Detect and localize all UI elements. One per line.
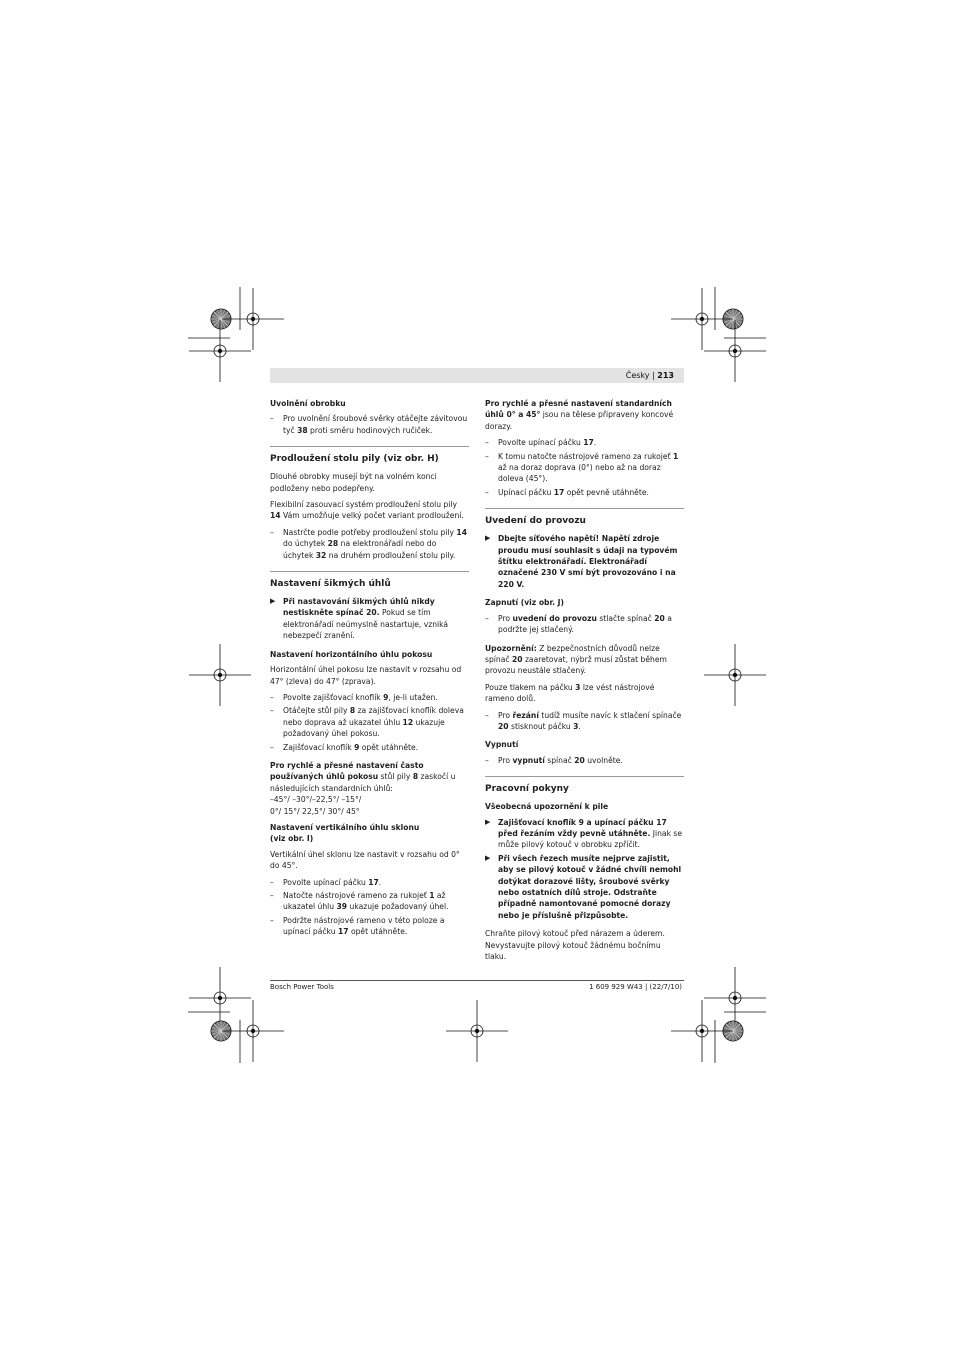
- text-run: ukazuje požadovaný úhel.: [347, 902, 449, 912]
- text-run: 1: [672, 451, 679, 461]
- text-run: 32: [315, 550, 327, 560]
- paragraph: [270, 664, 469, 687]
- text-content: [283, 878, 381, 887]
- list-item: [270, 692, 469, 703]
- text-run: (viz obr. I): [270, 834, 314, 844]
- triangle-bullet-icon: ▶: [485, 534, 491, 543]
- text-content: [485, 740, 518, 749]
- paragraph: [485, 398, 684, 432]
- footer-rule: [270, 980, 684, 981]
- text-content: [498, 756, 623, 765]
- text-run: Dbejte síťového napětí! Napětí zdroje proudu musí souhlasit s údaji na typovém štítku elektronářadí. Elektronářadí označené 230 V smí být provozováno i na 220 V.: [498, 534, 678, 589]
- text-run: 38: [297, 425, 308, 435]
- text-run: do úchytek: [283, 539, 328, 549]
- text-run: Nastrčte podle potřeby prodloužení stolu pily: [283, 527, 457, 537]
- text-run: Všeobecná upozornění k pile: [485, 802, 609, 812]
- text-run: Pro: [498, 755, 513, 765]
- text-content: [485, 644, 667, 676]
- text-content: [270, 472, 437, 492]
- dash-bullet: –: [485, 755, 489, 765]
- text-run: stisknout páčku: [508, 721, 574, 731]
- text-run: ukazuje požadovaný úhel pokosu.: [283, 717, 445, 739]
- dash-bullet: –: [270, 891, 274, 900]
- text-content: [283, 528, 467, 560]
- text-run: Dlouhé obrobky musejí být na volném konci podloženy nebo podepřeny.: [270, 472, 437, 493]
- text-run: Pracovní pokyny: [485, 784, 569, 795]
- warning-item: [485, 533, 684, 590]
- paragraph: [270, 760, 469, 817]
- text-content: [270, 665, 461, 685]
- dash-bullet: –: [485, 613, 489, 623]
- subsection-heading: [270, 398, 469, 409]
- text-content: [498, 534, 677, 589]
- dash-bullet: –: [270, 742, 274, 752]
- text-run: až ukazatel úhlu: [283, 891, 446, 912]
- paragraph: [485, 643, 684, 677]
- text-run: uvolněte.: [584, 755, 623, 765]
- text-run: Horizontální úhel pokosu lze nastavit v rozsahu od 47° (zleva) do 47° (zprava).: [270, 665, 462, 686]
- text-run: jsou na tělese připraveny koncové dorazy.: [485, 410, 674, 431]
- text-run: spínač: [544, 755, 575, 765]
- text-run: Otáčejte stůl pily: [283, 706, 350, 716]
- text-content: [485, 683, 654, 703]
- text-run: opět utáhněte.: [359, 742, 419, 752]
- text-run: zaskočí u následujících standardních úhlů:: [270, 772, 456, 793]
- subsection-heading: [270, 822, 469, 845]
- text-content: [485, 784, 569, 794]
- text-content: [270, 650, 432, 659]
- text-content: [270, 761, 455, 816]
- triangle-bullet-icon: ▶: [270, 597, 276, 606]
- text-run: opět pevně utáhněte.: [564, 487, 649, 497]
- text-run: Pro: [498, 613, 513, 623]
- text-run: Upínací páčku: [498, 487, 554, 497]
- text-content: [485, 399, 673, 431]
- text-content: [283, 916, 445, 936]
- text-run: –45°/ –30°/–22,5°/ –15°/: [270, 795, 362, 805]
- list-item: [270, 413, 469, 436]
- section-heading: [270, 446, 469, 465]
- text-run: Pro: [498, 710, 513, 720]
- paragraph: [485, 682, 684, 705]
- triangle-bullet-icon: ▶: [485, 853, 491, 862]
- list-item: [485, 755, 684, 766]
- language-label: Česky: [625, 371, 650, 380]
- paragraph: [270, 471, 469, 494]
- text-content: [270, 500, 464, 520]
- text-content: [283, 743, 418, 752]
- text-run: stlačte spínač: [596, 613, 655, 623]
- subsection-heading: [485, 801, 684, 812]
- list-item: [270, 527, 469, 561]
- page-label: [626, 369, 674, 382]
- text-run: 39: [336, 902, 348, 912]
- text-run: zaaretovat, nýbrž musí zůstat během provozu neustále stlačený.: [485, 654, 667, 676]
- text-run: Vám umožňuje velký počet variant prodloužení.: [280, 511, 464, 521]
- text-run: 1: [429, 891, 435, 900]
- dash-bullet: –: [485, 451, 489, 461]
- text-run: Zajišťovací knoflík: [283, 742, 355, 752]
- text-run: Flexibilní zasouvací systém prodloužení stolu pily: [270, 500, 458, 510]
- dash-bullet: –: [270, 915, 274, 925]
- text-content: [270, 454, 439, 464]
- text-content: [485, 929, 665, 961]
- list-item: [270, 890, 469, 913]
- text-run: řezání: [512, 710, 539, 720]
- text-content: [498, 438, 596, 447]
- text-content: [485, 516, 586, 526]
- text-run: 3: [573, 721, 579, 731]
- page-number: 213: [657, 371, 674, 380]
- dash-bullet: –: [270, 877, 274, 887]
- text-run: 17: [368, 877, 379, 887]
- paragraph: [270, 849, 469, 872]
- text-run: 8: [412, 772, 419, 782]
- list-item: [485, 710, 684, 733]
- text-run: Nastavení horizontálního úhlu pokosu: [270, 649, 433, 659]
- text-content: [498, 452, 678, 484]
- text-run: Pokud se tím elektronářadí neúmyslně nastartuje, vzniká nebezpečí zranění.: [283, 608, 449, 641]
- text-run: Povolte upínací páčku: [498, 438, 584, 448]
- text-run: 20: [498, 721, 509, 731]
- text-run: Uvolnění obrobku: [270, 399, 346, 408]
- text-content: [485, 598, 564, 607]
- text-run: za zajišťovací knoflík doleva nebo doprava až ukazatel úhlu: [283, 706, 464, 727]
- text-content: [498, 614, 672, 634]
- text-run: opět utáhněte.: [348, 927, 408, 937]
- list-item: [485, 487, 684, 498]
- left-column: [270, 398, 469, 945]
- text-run: vypnutí: [512, 755, 545, 765]
- text-content: [283, 597, 448, 640]
- text-run: na druhém prodloužení stolu pily.: [326, 550, 456, 560]
- text-run: Uvedení do provozu: [485, 516, 586, 527]
- text-run: Zapnutí (viz obr. J): [485, 598, 564, 608]
- text-run: 17: [337, 927, 349, 937]
- right-column: [485, 398, 684, 967]
- warning-item: [485, 853, 684, 921]
- text-run: proti směru hodinových ručiček.: [307, 425, 433, 435]
- paragraph: [270, 499, 469, 522]
- section-heading: [485, 508, 684, 527]
- subsection-heading: [485, 739, 684, 750]
- text-content: [485, 802, 608, 811]
- text-run: Nastavení vertikálního úhlu sklonu: [270, 822, 420, 832]
- text-run: 9: [383, 692, 389, 702]
- text-content: [270, 579, 391, 589]
- subsection-heading: [270, 649, 469, 660]
- dash-bullet: –: [270, 414, 274, 424]
- text-run: .: [578, 721, 581, 731]
- text-run: 8: [349, 706, 356, 716]
- list-item: [270, 915, 469, 938]
- dash-bullet: –: [270, 692, 274, 702]
- list-item: [270, 705, 469, 739]
- list-item: [485, 451, 684, 485]
- header-separator: |: [649, 371, 658, 380]
- text-run: Upozornění:: [485, 643, 537, 653]
- text-run: tudíž musíte navíc k stlačení spínače: [538, 710, 682, 720]
- text-run: Prodloužení stolu pily (viz obr. H): [270, 454, 439, 465]
- list-item: [485, 613, 684, 636]
- text-run: Vypnutí: [485, 740, 519, 750]
- text-run: .: [593, 438, 597, 448]
- paragraph: [485, 928, 684, 962]
- warning-item: [485, 817, 684, 851]
- list-item: [485, 437, 684, 448]
- list-item: [270, 877, 469, 888]
- text-run: Zajišťovací knoflík 9 a upínací páčku 17 před řezáním vždy pevně utáhněte.: [498, 817, 667, 838]
- text-content: [270, 399, 346, 408]
- text-content: [283, 414, 467, 434]
- warning-item: [270, 596, 469, 642]
- text-run: 14: [270, 511, 281, 521]
- text-run: Chraňte pilový kotouč před nárazem a úderem. Nevystavujte pilový kotouč žádnému bočnímu tlaku.: [485, 929, 665, 962]
- text-run: 0°/ 15°/ 22,5°/ 30°/ 45°: [270, 806, 360, 816]
- text-run: 9: [354, 742, 360, 752]
- list-item: [270, 742, 469, 753]
- dash-bullet: –: [485, 438, 489, 448]
- text-run: 28: [327, 539, 339, 549]
- text-run: K tomu natočte nástrojové rameno za rukojeť: [498, 451, 673, 461]
- text-run: 17: [553, 487, 565, 497]
- subsection-heading: [485, 597, 684, 608]
- text-content: [283, 693, 438, 702]
- text-content: [270, 823, 419, 843]
- text-run: Povolte upínací páčku: [283, 877, 369, 887]
- text-run: Vertikální úhel sklonu lze nastavit v rozsahu od 0° do 45°.: [270, 849, 460, 871]
- dash-bullet: –: [270, 527, 274, 537]
- text-run: Při nastavování šikmých úhlů nikdy nestiskněte spínač 20.: [283, 597, 435, 618]
- text-run: 14: [456, 527, 467, 537]
- text-run: 3: [575, 682, 581, 692]
- text-run: Z bezpečnostních důvodů nelze spínač: [485, 643, 660, 664]
- text-run: až na doraz doprava (0°) nebo až na doraz doleva (45°).: [498, 463, 661, 484]
- text-run: 20: [511, 654, 523, 664]
- text-run: Povolte zajišťovací knoflík: [283, 692, 384, 702]
- text-run: Pro rychlé a přesné nastavení standardních úhlů 0° a 45°: [485, 399, 672, 420]
- text-run: , je-li utažen.: [388, 692, 438, 702]
- text-content: [283, 706, 464, 738]
- text-run: uvedení do provozu: [512, 613, 597, 623]
- section-heading: [270, 571, 469, 590]
- text-run: lze vést nástrojové rameno dolů.: [485, 682, 655, 704]
- dash-bullet: –: [270, 706, 274, 716]
- footer-doc-code: 1 609 929 W43 | (22/7/10): [589, 983, 682, 991]
- text-content: [498, 488, 649, 497]
- text-run: Pro rychlé a přesné nastavení často používaných úhlů pokosu: [270, 760, 424, 782]
- text-run: 17: [583, 438, 594, 448]
- text-content: [498, 854, 681, 920]
- text-run: Při všech řezech musíte nejprve zajistit, aby se pilový kotouč v žádné chvíli nemohl dotýkat dorazové lišty, šroubové svěrky nebo ostatních dílů stroje. Odstraňte případně namontované pomocné dorazy nebo je příslušně přizpůsobte.: [498, 853, 682, 920]
- section-heading: [485, 776, 684, 795]
- text-run: na elektronářadí nebo do úchytek: [283, 539, 437, 560]
- triangle-bullet-icon: ▶: [485, 817, 491, 826]
- text-content: [283, 891, 449, 911]
- text-run: 20: [574, 755, 585, 765]
- text-content: [270, 850, 460, 870]
- text-run: Pro uvolnění šroubové svěrky otáčejte závitovou tyč: [283, 414, 468, 435]
- text-run: Jinak se může pilový kotouč v obrobku zpříčit.: [498, 828, 683, 850]
- page-header-bar: [270, 368, 684, 383]
- text-run: 20: [654, 613, 665, 623]
- text-content: [498, 711, 681, 731]
- dash-bullet: –: [485, 487, 489, 497]
- text-run: Podržte nástrojové rameno v této poloze a upínací páčku: [283, 915, 445, 937]
- text-run: Natočte nástrojové rameno za rukojeť: [283, 891, 430, 900]
- text-run: stůl pily: [378, 772, 413, 782]
- text-run: Pouze tlakem na páčku: [485, 682, 576, 692]
- text-content: [498, 818, 682, 850]
- dash-bullet: –: [485, 710, 489, 720]
- text-run: 12: [402, 717, 414, 727]
- footer-publisher: Bosch Power Tools: [270, 983, 334, 991]
- text-run: .: [378, 877, 382, 887]
- text-run: a podržte jej stlačený.: [498, 613, 672, 635]
- text-run: Nastavení šikmých úhlů: [270, 579, 391, 590]
